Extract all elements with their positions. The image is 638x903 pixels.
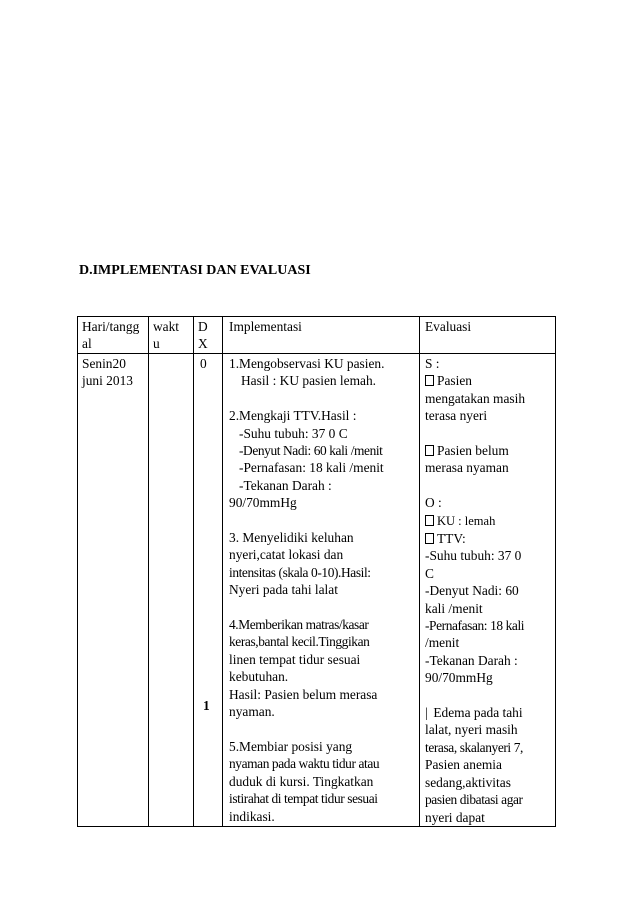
header-waktu: wakt u [149,317,194,354]
checkbox-bullet-icon [425,445,434,456]
header-evaluasi: Evaluasi [420,317,556,354]
cell-evaluasi: S : Pasien mengatakan masih terasa nyeri Pasien belum merasa nyaman O : KU : lemah TTV: -Suhu tubuh: 37 0 C -Denyut Nadi: 60 kali /menit -Pernafasan: 18 kali /menit -Tekanan Darah : 90/70mmHg | Edema pada tahi lalat, nyeri masih terasa, skalanyeri 7, Pasien anemia sedang,aktivitas pasien dibatasi agar nyeri dapat [420,354,556,827]
section-heading: D.IMPLEMENTASI DAN EVALUASI [79,263,311,278]
header-implementasi: Implementasi [223,317,420,354]
cell-hari-tanggal: Senin20 juni 2013 [78,354,149,827]
cell-implementasi: 1.Mengobservasi KU pasien. Hasil : KU pasien lemah. 2.Mengkaji TTV.Hasil : -Suhu tubuh: 37 0 C -Denyut Nadi: 60 kali /menit -Pernafasan: 18 kali /menit -Tekanan Darah : 90/70mmHg 3. Menyelidiki keluhan nyeri,catat lokasi dan intensitas (skala 0-10).Hasil: Nyeri pada tahi lalat 4.Memberikan matras/kasar keras,bantal kecil.Tinggikan linen tempat tidur sesuai kebutuhan. Hasil: Pasien belum merasa nyaman. 5.Membiar posisi yang nyaman pada waktu tidur atau duduk di kursi. Tingkatkan istirahat di tempat tidur sesuai indikasi. [223,354,420,827]
checkbox-bullet-icon [425,515,434,526]
cell-dx: 0 [194,354,223,827]
header-dx: D X [194,317,223,354]
bar-bullet-icon: | [425,705,428,721]
table-header-row [78,317,556,354]
table-row [78,354,556,827]
implementation-evaluation-table [77,316,556,827]
checkbox-bullet-icon [425,533,434,544]
cell-waktu [149,354,194,827]
header-hari-tanggal: Hari/tangg al [78,317,149,354]
dx-number-one: 1 [203,698,210,713]
checkbox-bullet-icon [425,375,434,386]
